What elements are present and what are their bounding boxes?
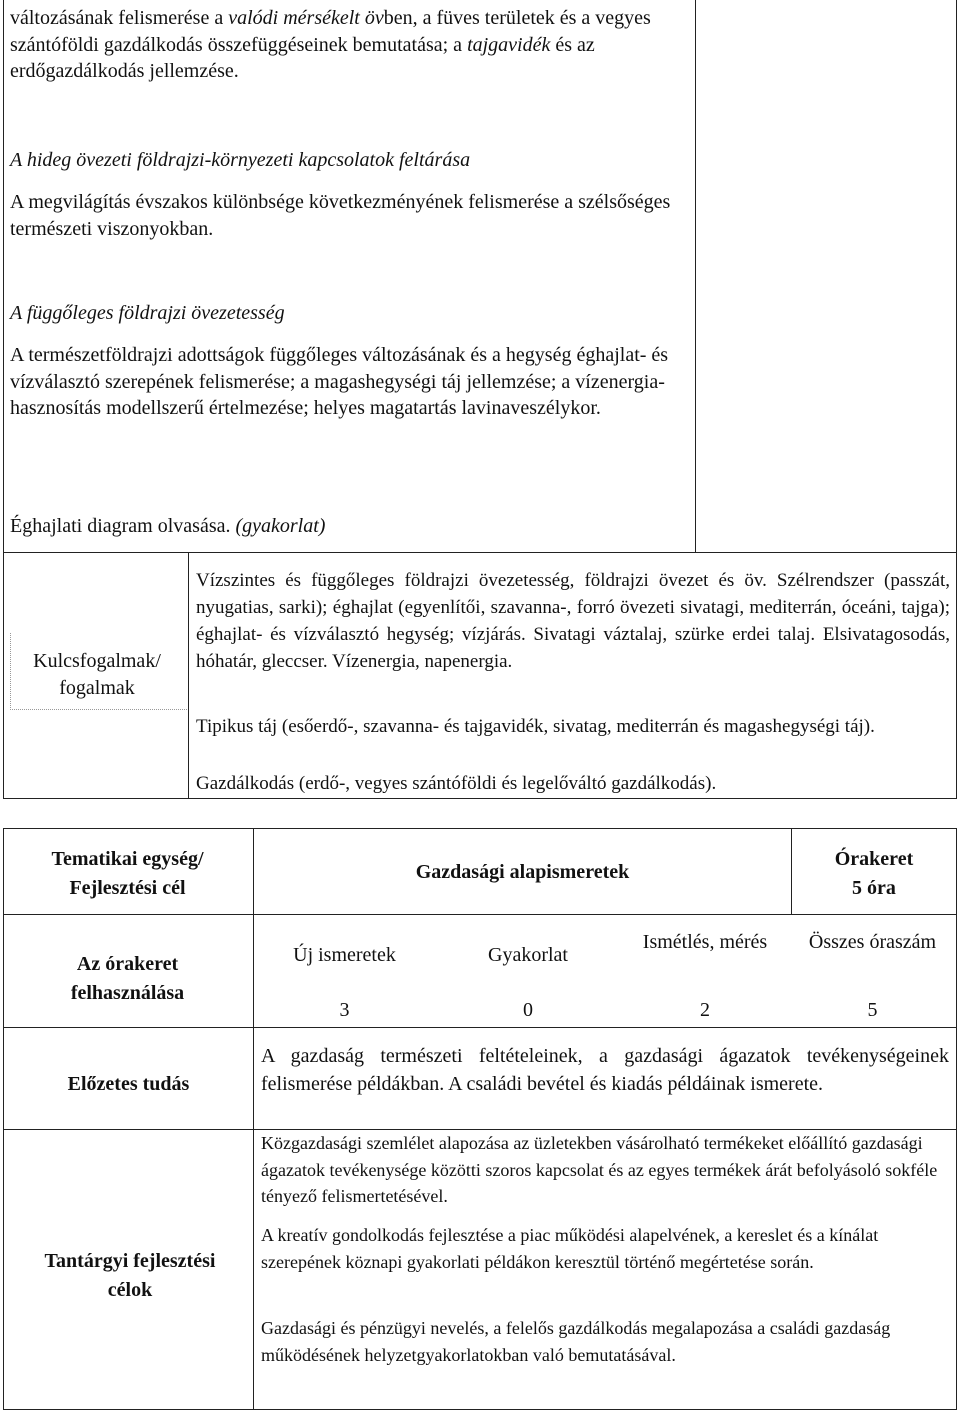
goal-item-3: Gazdasági és pénzügyi nevelés, a felelős gazdálkodás megalapozása a családi gazdaság működésének helyzetgyakorlatokban való bemutatásával.: [261, 1318, 891, 1365]
value-review: 2: [700, 999, 710, 1021]
key-concepts-label: Kulcsfogalmak/ fogalmak: [33, 650, 161, 699]
prior-text: A gazdaság természeti feltételeinek, a gazdasági ágazatok tevékenységeinek felismerése példákban. A családi bevétel és kiadás példáinak ismerete.: [261, 1045, 949, 1095]
prior-label: Előzetes tudás: [67, 1073, 190, 1095]
value-practice: 0: [523, 999, 533, 1021]
goal-item-2: A kreatív gondolkodás fejlesztése a piac működési alapelvének, a kereslet és a kínálat szerepének köznapi gyakorlati példákon keresztül történő megértetése során.: [261, 1225, 879, 1272]
cold-zone-body: A megvilágítás évszakos különbsége következményének felismerése a szélsőséges természeti viszonyokban.: [10, 191, 671, 240]
vertical-zone-body: A természetföldrajzi adottságok függőleges változásának és a hegység éghajlat- és vízválasztó szerepének felismerése; a magashegységi táj jellemzése; a vízenergia-hasznosítás modellszerű értelmezése; helyes magatartás lavinaveszélykor.: [10, 344, 669, 419]
cold-zone-heading: A hideg övezeti földrajzi-környezeti kapcsolatok feltárása: [10, 149, 471, 171]
column-review: Ismétlés, mérés: [642, 931, 768, 953]
vertical-zone-heading: A függőleges földrajzi övezetesség: [10, 302, 285, 324]
intro-paragraph: változásának felismerése a valódi mérsékelt övben, a füves területek és a vegyes szántóföldi gazdálkodás összefüggéseinek bemutatása; a tajgavidék és az erdőgazdálkodás jellemzése.: [10, 7, 651, 82]
usage-label: Az órakeret felhasználása: [70, 953, 185, 1004]
thematic-label: Tematikai egység/ Fejlesztési cél: [51, 848, 204, 899]
hours-value: 5 óra: [852, 877, 896, 899]
goals-label: Tantárgyi fejlesztési célok: [44, 1250, 216, 1301]
column-practice: Gyakorlat: [488, 944, 568, 966]
key-concepts-line-2: Tipikus táj (esőerdő-, szavanna- és tajgavidék, sivatag, mediterrán és magashegységi táj).: [196, 716, 875, 737]
value-new-knowledge: 3: [339, 999, 350, 1021]
value-total: 5: [867, 999, 878, 1021]
goal-item-1: Közgazdasági szemlélet alapozása az üzletekben vásárolható termékeket előállító gazdasági ágazatok tevékenysége közötti szoros kapcsolat és az egyes termékek árát befolyásoló sokféle tényező felismertetésével.: [261, 1133, 938, 1206]
column-total: Összes óraszám: [808, 931, 937, 953]
practice-line: Éghajlati diagram olvasása. (gyakorlat): [10, 515, 326, 537]
key-concepts-line-3: Gazdálkodás (erdő-, vegyes szántóföldi és legelőváltó gazdálkodás).: [196, 773, 717, 794]
top-side-cell: [695, 0, 957, 553]
column-new-knowledge: Új ismeretek: [293, 944, 396, 966]
hours-label: Órakeret: [834, 848, 914, 870]
key-concepts-line-1: Vízszintes és függőleges földrajzi övezetesség, földrajzi övezet és öv. Szélrendszer (passzát, nyugatias, sarki); éghajlat (egyenlítői, szavanna-, forró övezeti sivatagi, mediterrán, óceáni, tajga); éghajlat- és vízválasztó hegység; vízjárás. Sivatagi váztalaj, szürke erdei talaj. Elsivatagosodás, hóhatár, gleccser. Vízenergia, napenergia.: [196, 570, 950, 672]
unit-title: Gazdasági alapismeretek: [415, 861, 630, 883]
